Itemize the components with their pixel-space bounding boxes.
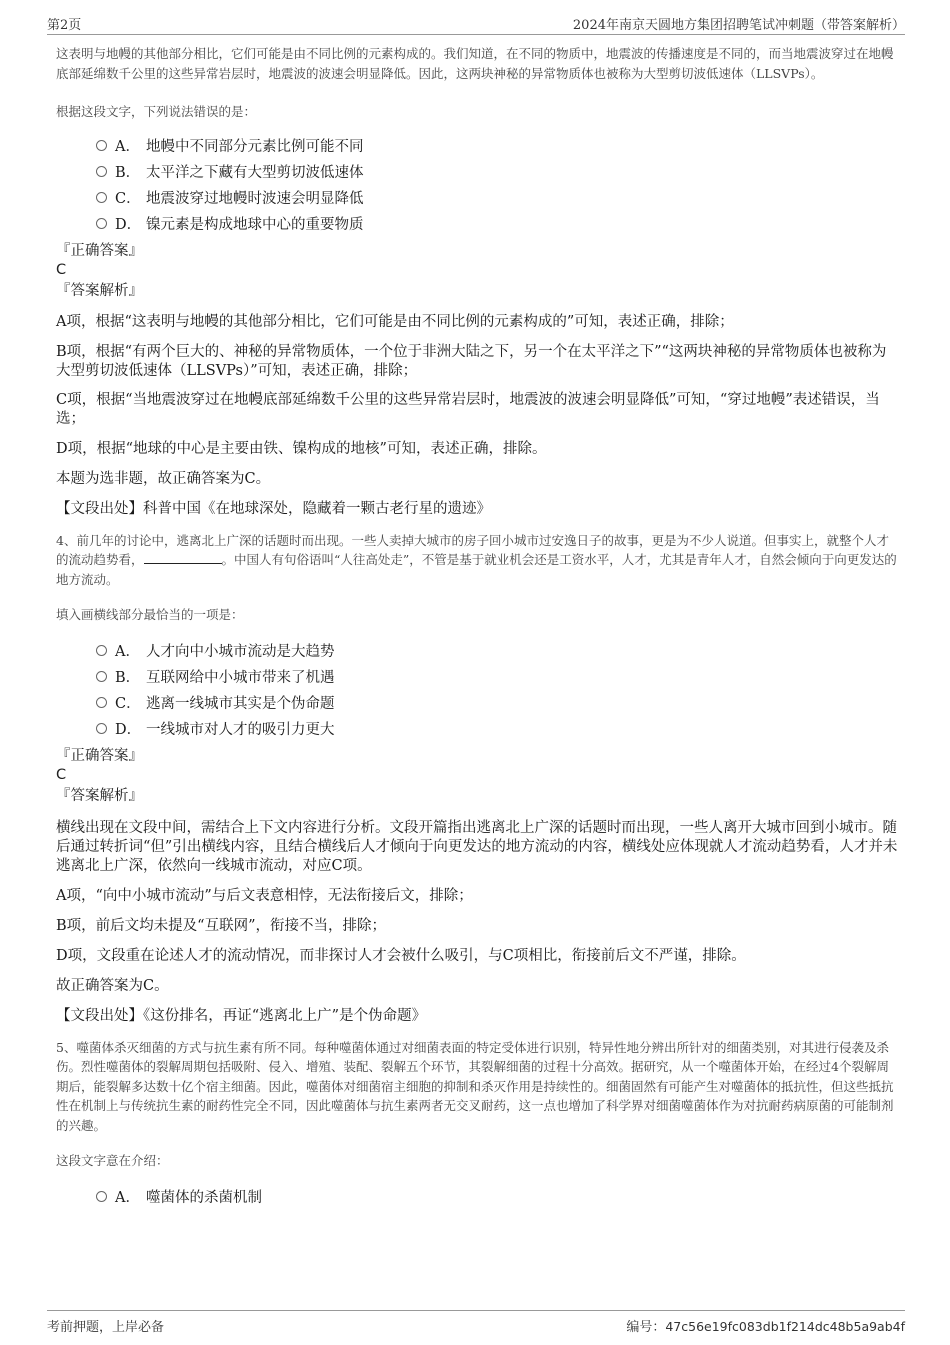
footer-code-label: 编号：	[626, 1320, 666, 1335]
q4-analysis-label: 『答案解析』	[56, 787, 143, 804]
option-letter: A．	[115, 138, 140, 155]
option-text: 人才向中小城市流动是大趋势	[146, 643, 335, 660]
option-letter: C．	[115, 190, 141, 207]
q4-option-b[interactable]	[56, 663, 898, 689]
q4-option-a[interactable]	[56, 637, 898, 663]
option-text: 地震波穿过地幔时波速会明显降低	[146, 190, 364, 207]
q5-passage: 5、噬菌体杀灭细菌的方式与抗生素有所不同。每种噬菌体通过对细菌表面的特定受体进行识别，特异性地分辨出所针对的细菌类别，对其进行侵袭及杀伤。烈性噬菌体的裂解周期包括吸附、侵入、增殖、装配、裂解五个环节，其裂解细菌的过程十分高效。据研究，从一个噬菌体开始，在经过4个裂解周期后，能裂解多达数十亿个宿主细菌。因此，噬菌体对细菌宿主细胞的抑制和杀灭作用是持续性的。细菌固然有可能产生对噬菌体的抵抗性，但这些抵抗性在机制上与传统抗生素的耐药性完全不同，因此噬菌体与抗生素两者无交叉耐药，这一点也增加了科学界对细菌噬菌体作为对抗耐药病原菌的可能制剂的兴趣。	[56, 1039, 894, 1133]
q4-analysis-summary: 横线出现在文段中间，需结合上下文内容进行分析。文段开篇指出逃离北上广深的话题时而出现，一些人离开大城市回到小城市。随后通过转折词“但”引出横线内容，且结合横线后人才倾向于向更发达的地方流动的内容，横线处应体现就人才流动趋势看，人才并未逃离北上广深，依然向一线城市流动，对应C项。	[56, 819, 898, 874]
radio-icon[interactable]	[96, 192, 107, 203]
option-letter: B．	[115, 164, 141, 181]
q3-options	[56, 132, 898, 236]
option-letter: C．	[115, 695, 141, 712]
q3-analysis-b: B项，根据“有两个巨大的、神秘的异常物质体，一个位于非洲大陆之下，另一个在太平洋之下”“这两块神秘的异常物质体也被称为大型剪切波低速体（LLSVPs）”可知，表述正确，排除；	[56, 343, 887, 379]
radio-icon[interactable]	[96, 140, 107, 151]
q5-option-a[interactable]	[56, 1183, 898, 1209]
page-footer	[47, 1310, 905, 1335]
radio-icon[interactable]	[96, 697, 107, 708]
q4-passage	[56, 531, 898, 590]
footer-code-value: 47c56e19fc083db1f214dc48b5a9ab4f	[665, 1319, 905, 1334]
q4-source: 【文段出处】《这份排名，再证“逃离北上广”是个伪命题》	[56, 1007, 427, 1024]
q3-analysis-d: D项，根据“地球的中心是主要由铁、镍构成的地核”可知，表述正确，排除。	[56, 440, 547, 457]
option-text: 逃离一线城市其实是个伪命题	[146, 695, 335, 712]
q4-answer-label: 『正确答案』	[56, 747, 143, 764]
footer-code	[626, 1316, 905, 1335]
q4-prompt: 填入画横线部分最恰当的一项是：	[56, 607, 244, 622]
q3-option-c[interactable]	[56, 184, 898, 210]
radio-icon[interactable]	[96, 1191, 107, 1202]
option-letter: A．	[115, 1189, 140, 1206]
q3-analysis-conclusion: 本题为选非题，故正确答案为C。	[56, 470, 271, 487]
q4-analysis-a: A项，“向中小城市流动”与后文表意相悖，无法衔接后文，排除；	[56, 887, 473, 904]
q4-option-d[interactable]	[56, 715, 898, 741]
q3-answer: C	[56, 261, 67, 278]
fill-blank	[144, 551, 222, 564]
q4-passage-end: 。中国人有句俗语叫“人往高处走”，不管是基于就业机会还是工资水平，人才，尤其是青年人才，自然会倾向于向更发达的地方流动。	[56, 552, 897, 587]
q4-passage-start: 4、前几年的讨论中，逃离北上广深的话题时而出现。一些人卖掉大城市的房子回小城市过安逸日子的故事，更是为不少人说道。但事实上，就整个人才的流动趋势看，	[56, 532, 889, 567]
q3-analysis-a: A项，根据“这表明与地幔的其他部分相比，它们可能是由不同比例的元素构成的”可知，表述正确，排除；	[56, 313, 734, 330]
option-letter: D．	[115, 721, 142, 738]
page-header	[47, 12, 905, 35]
q3-source: 【文段出处】科普中国《在地球深处，隐藏着一颗古老行星的遗迹》	[56, 500, 491, 517]
footer-slogan: 考前押题，上岸必备	[47, 1320, 165, 1335]
q5-prompt: 这段文字意在介绍：	[56, 1153, 169, 1168]
q3-option-d[interactable]	[56, 210, 898, 236]
q4-options	[56, 637, 898, 741]
q3-analysis-label: 『答案解析』	[56, 282, 143, 299]
option-text: 地幔中不同部分元素比例可能不同	[146, 138, 364, 155]
q3-option-b[interactable]	[56, 158, 898, 184]
option-text: 噬菌体的杀菌机制	[146, 1189, 262, 1206]
q4-analysis-conclusion: 故正确答案为C。	[56, 977, 169, 994]
q4-option-c[interactable]	[56, 689, 898, 715]
radio-icon[interactable]	[96, 166, 107, 177]
option-letter: D．	[115, 216, 142, 233]
page-content	[56, 44, 898, 1209]
q3-passage-end: 这表明与地幔的其他部分相比，它们可能是由不同比例的元素构成的。我们知道，在不同的物质中，地震波的传播速度是不同的，而当地震波穿过在地幔底部延绵数千公里的这些异常岩层时，地震波的波速会明显降低。因此，这两块神秘的异常物质体也被称为大型剪切波低速体（LLSVPs）。	[56, 46, 894, 81]
option-text: 太平洋之下藏有大型剪切波低速体	[146, 164, 364, 181]
page-number: 第2页	[47, 18, 82, 33]
q3-analysis-c: C项，根据“当地震波穿过在地幔底部延绵数千公里的这些异常岩层时，地震波的波速会明显降低”可知，“穿过地幔”表述错误，当选；	[56, 391, 880, 427]
option-letter: B．	[115, 669, 141, 686]
option-letter: A．	[115, 643, 140, 660]
radio-icon[interactable]	[96, 218, 107, 229]
q5-options	[56, 1183, 898, 1209]
radio-icon[interactable]	[96, 645, 107, 656]
option-text: 互联网给中小城市带来了机遇	[146, 669, 335, 686]
q4-analysis-b: B项，前后文均未提及“互联网”，衔接不当，排除；	[56, 917, 386, 934]
radio-icon[interactable]	[96, 723, 107, 734]
q4-analysis-d: D项，文段重在论述人才的流动情况，而非探讨人才会被什么吸引，与C项相比，衔接前后文不严谨，排除。	[56, 947, 746, 964]
radio-icon[interactable]	[96, 671, 107, 682]
option-text: 一线城市对人才的吸引力更大	[146, 721, 335, 738]
option-text: 镍元素是构成地球中心的重要物质	[146, 216, 364, 233]
q4-answer: C	[56, 766, 67, 783]
q3-option-a[interactable]	[56, 132, 898, 158]
document-title: 2024年南京天圆地方集团招聘笔试冲刺题（带答案解析）	[572, 18, 905, 33]
q3-prompt: 根据这段文字，下列说法错误的是：	[56, 104, 257, 119]
q3-answer-label: 『正确答案』	[56, 242, 143, 259]
